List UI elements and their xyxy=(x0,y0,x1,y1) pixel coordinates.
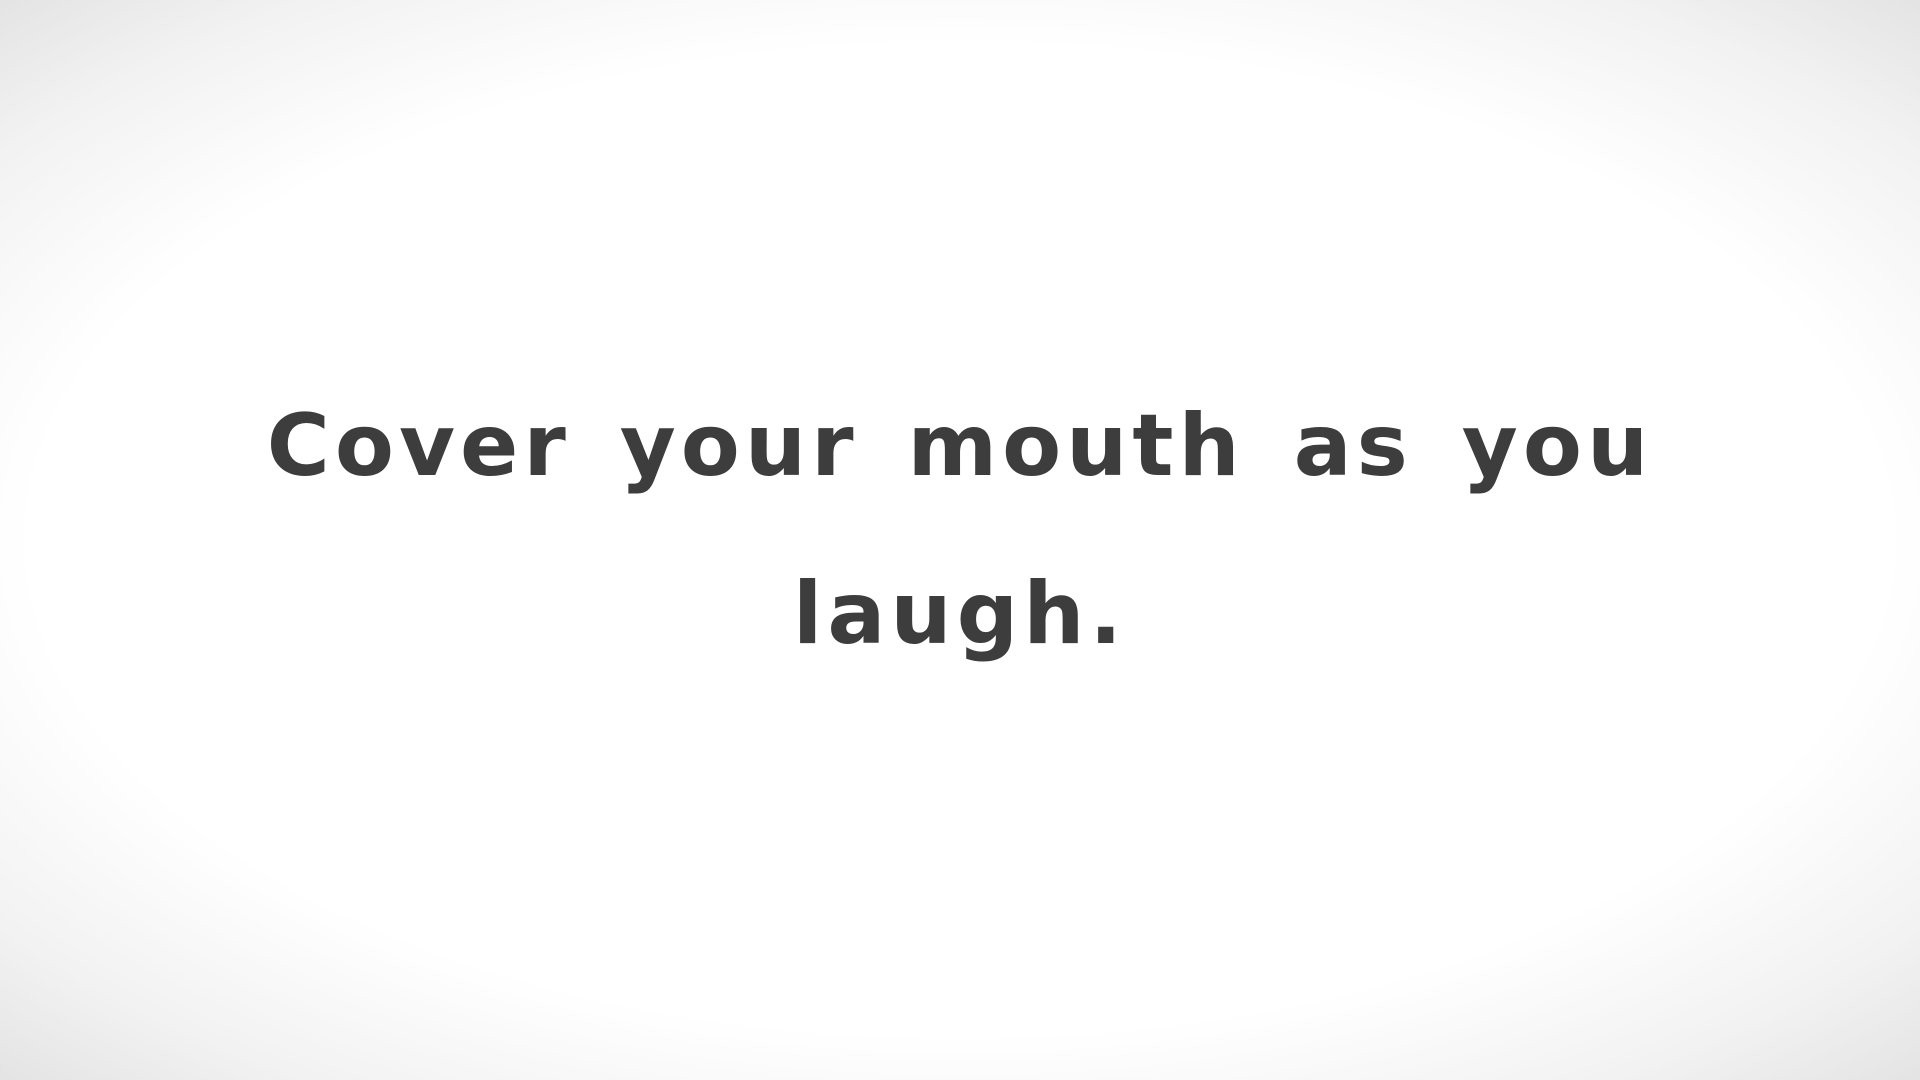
slide-text: Cover your mouth as you laugh. xyxy=(266,396,1654,664)
